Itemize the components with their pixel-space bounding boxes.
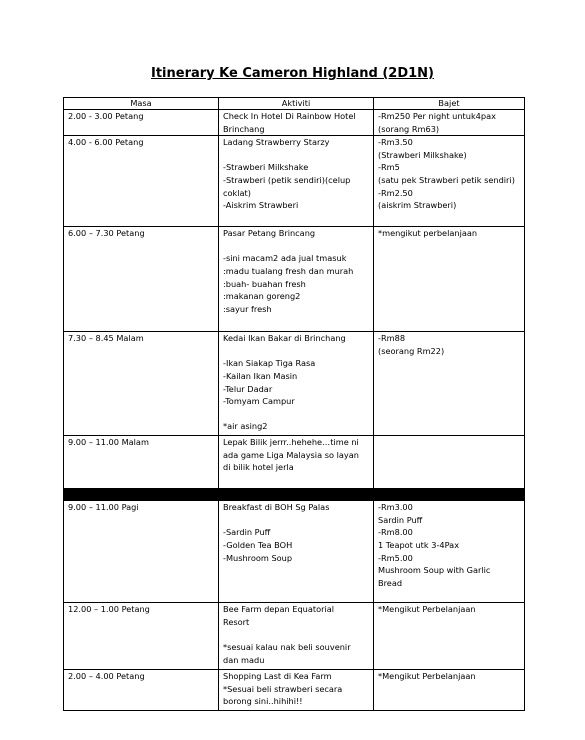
cell-bajet — [374, 136, 525, 227]
cell-masa — [64, 670, 219, 711]
header-masa: Masa — [64, 98, 219, 110]
cell-line: (satu pek Strawberi petik sendiri) — [378, 174, 515, 185]
cell-line: coklat) — [223, 187, 251, 198]
cell-line — [223, 240, 369, 253]
cell-line: Brinchang — [223, 123, 265, 134]
table-row — [64, 501, 525, 603]
cell-bajet — [374, 227, 525, 332]
cell-aktiviti — [219, 110, 374, 136]
table-row — [64, 227, 525, 332]
cell-line: -Sardin Puff — [223, 527, 271, 538]
cell-masa — [64, 501, 219, 603]
cell-masa — [64, 227, 219, 332]
cell-line: 4.00 - 6.00 Petang — [68, 137, 144, 148]
cell-line: Shopping Last di Kea Farm — [223, 671, 332, 682]
cell-line: 2.00 – 4.00 Petang — [68, 671, 145, 682]
cell-line: borong sini..hihihi!! — [223, 696, 303, 707]
cell-line: Bee Farm depan Equatorial — [223, 604, 335, 615]
cell-line: dan madu — [223, 654, 265, 665]
cell-line: (Strawberi Milkshake) — [378, 149, 467, 160]
cell-aktiviti — [219, 436, 374, 489]
table-row — [64, 670, 525, 711]
cell-line: :madu tualang fresh dan murah — [223, 265, 354, 276]
cell-line: -Ikan Siakap Tiga Rasa — [223, 358, 316, 369]
itinerary-table — [63, 97, 525, 711]
cell-masa — [64, 436, 219, 489]
cell-line: *sesuai kalau nak beli souvenir — [223, 641, 351, 652]
cell-line: -Rm5 — [378, 162, 400, 173]
cell-masa — [64, 603, 219, 670]
cell-line: -Rm250 Per night untuk4pax — [378, 111, 496, 121]
cell-line: :buah- buahan fresh — [223, 278, 306, 289]
cell-line: 9.00 – 11.00 Malam — [68, 437, 149, 448]
cell-line: Ladang Strawberry Starzy — [223, 137, 330, 148]
header-aktiviti: Aktiviti — [219, 98, 374, 110]
cell-line: :makanan goreng2 — [223, 291, 301, 302]
cell-line: :sayur fresh — [223, 303, 272, 314]
cell-aktiviti — [219, 670, 374, 711]
cell-bajet — [374, 603, 525, 670]
table-row — [64, 603, 525, 670]
cell-masa — [64, 110, 219, 136]
cell-bajet — [374, 670, 525, 711]
cell-line: -Rm8.00 — [378, 527, 413, 538]
cell-line: -Kailan Ikan Masin — [223, 370, 298, 381]
cell-line: -Tomyam Campur — [223, 396, 295, 407]
table-row — [64, 110, 525, 136]
cell-line: Check In Hotel Di Rainbow Hotel — [223, 111, 356, 121]
cell-line: *Sesuai beli strawberi secara — [223, 683, 343, 694]
cell-line: 6.00 – 7.30 Petang — [68, 228, 145, 239]
day-separator — [64, 489, 525, 501]
cell-line — [223, 408, 369, 421]
cell-line: -Rm5.00 — [378, 552, 413, 563]
cell-line — [223, 514, 369, 527]
cell-line: 1 Teapot utk 3-4Pax — [378, 539, 460, 550]
day-separator-bar — [64, 489, 525, 501]
cell-line — [223, 345, 369, 358]
table-row — [64, 332, 525, 436]
cell-line: *Mengikut Perbelanjaan — [378, 671, 476, 682]
cell-line: Bread — [378, 577, 403, 588]
table-row — [64, 136, 525, 227]
cell-line: ada game Liga Malaysia so layan — [223, 449, 359, 460]
cell-masa — [64, 332, 219, 436]
cell-line: -Golden Tea BOH — [223, 539, 293, 550]
cell-line: 9.00 – 11.00 Pagi — [68, 502, 139, 513]
table-row — [64, 436, 525, 489]
cell-line: 7.30 – 8.45 Malam — [68, 333, 144, 344]
cell-line: Sardin Puff — [378, 514, 423, 525]
cell-line: Mushroom Soup with Garlic — [378, 565, 491, 576]
cell-line: di bilik hotel jerla — [223, 462, 294, 473]
cell-line: *Mengikut Perbelanjaan — [378, 604, 476, 615]
cell-line: Kedai Ikan Bakar di Brinchang — [223, 333, 346, 344]
cell-aktiviti — [219, 603, 374, 670]
cell-line — [223, 628, 369, 641]
cell-line: -Strawberi (petik sendiri)(celup — [223, 174, 351, 185]
cell-line: (sorang Rm63) — [378, 123, 440, 134]
cell-aktiviti — [219, 501, 374, 603]
cell-masa — [64, 136, 219, 227]
cell-line: -Mushroom Soup — [223, 552, 293, 563]
cell-line: *mengikut perbelanjaan — [378, 228, 478, 239]
cell-line: -Rm88 — [378, 333, 406, 344]
cell-line: 12.00 – 1.00 Petang — [68, 604, 150, 615]
cell-line: *air asing2 — [223, 421, 268, 432]
header-bajet: Bajet — [374, 98, 525, 110]
cell-aktiviti — [219, 332, 374, 436]
cell-line: Lepak Bilik jerrr..hehehe…time ni — [223, 437, 359, 448]
cell-line: 2.00 - 3.00 Petang — [68, 111, 144, 121]
cell-line: Breakfast di BOH Sg Palas — [223, 502, 330, 513]
cell-line: -Rm3.00 — [378, 502, 413, 513]
cell-line: (seorang Rm22) — [378, 345, 445, 356]
header-row — [64, 98, 525, 110]
cell-line: -Rm2.50 — [378, 187, 413, 198]
cell-bajet — [374, 110, 525, 136]
cell-line — [223, 149, 369, 162]
cell-aktiviti — [219, 136, 374, 227]
cell-line: -Rm3.50 — [378, 137, 413, 148]
cell-bajet — [374, 332, 525, 436]
cell-bajet — [374, 436, 525, 489]
cell-line: -Aiskrim Strawberi — [223, 200, 299, 211]
cell-line: -sini macam2 ada jual tmasuk — [223, 253, 347, 264]
cell-line: Resort — [223, 616, 250, 627]
cell-line: -Strawberi Milkshake — [223, 162, 309, 173]
document-title: Itinerary Ke Cameron Highland (2D1N) — [150, 66, 435, 81]
cell-line: Pasar Petang Brincang — [223, 228, 316, 239]
cell-line: (aiskrim Strawberi) — [378, 200, 457, 211]
cell-bajet — [374, 501, 525, 603]
cell-aktiviti — [219, 227, 374, 332]
cell-line: -Telur Dadar — [223, 383, 273, 394]
